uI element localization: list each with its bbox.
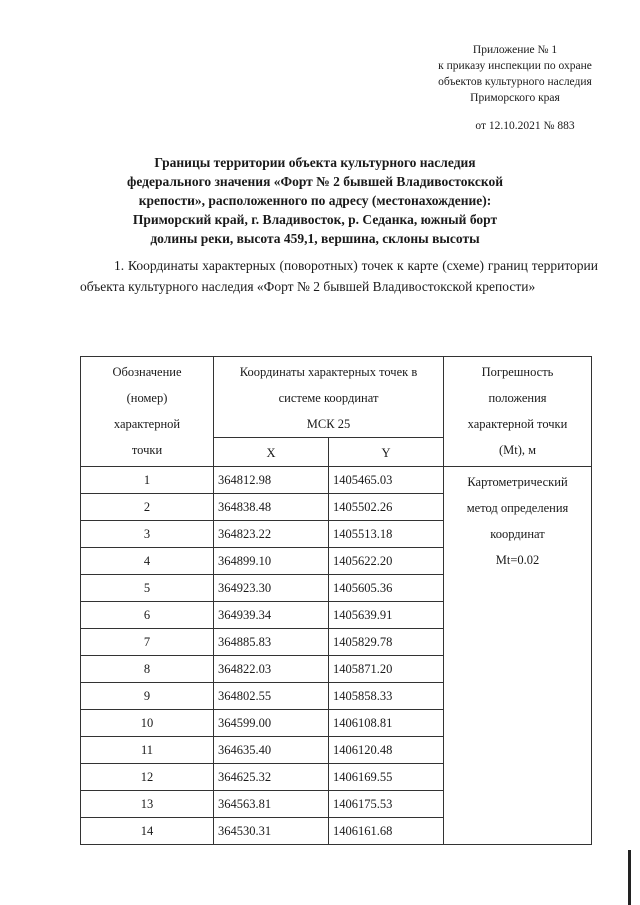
header-error: Погрешность положения характерной точки (Mt), м xyxy=(444,357,592,467)
header-point-number: Обозначение (номер) характерной точки xyxy=(81,357,214,467)
title-line: крепости», расположенного по адресу (местонахождение): xyxy=(138,193,492,208)
point-number: 14 xyxy=(81,818,214,845)
point-number: 2 xyxy=(81,494,214,521)
point-number: 11 xyxy=(81,737,214,764)
header-y: Y xyxy=(329,438,444,467)
point-number: 7 xyxy=(81,629,214,656)
point-number: 13 xyxy=(81,791,214,818)
coordinates-table xyxy=(80,356,592,845)
coord-y: 1405513.18 xyxy=(329,521,444,548)
document-title xyxy=(80,153,550,248)
coord-x: 364923.30 xyxy=(214,575,329,602)
coord-y: 1405829.78 xyxy=(329,629,444,656)
point-number: 6 xyxy=(81,602,214,629)
intro-paragraph: 1. Координаты характерных (поворотных) точек к карте (схеме) границ территории объекта культурного наследия «Форт № 2 бывшей Владивостокской крепости» xyxy=(80,258,598,294)
point-number: 5 xyxy=(81,575,214,602)
appendix-order-ref: к приказу инспекции по охране xyxy=(438,60,592,72)
coord-y: 1406161.68 xyxy=(329,818,444,845)
appendix-header xyxy=(420,42,610,106)
order-date: от 12.10.2021 № 883 xyxy=(475,120,575,132)
point-number: 12 xyxy=(81,764,214,791)
point-number: 4 xyxy=(81,548,214,575)
header-x: X xyxy=(214,438,329,467)
coord-x: 364822.03 xyxy=(214,656,329,683)
coord-y: 1406169.55 xyxy=(329,764,444,791)
title-line: долины реки, высота 459,1, вершина, склоны высоты xyxy=(150,231,480,246)
coord-y: 1405871.20 xyxy=(329,656,444,683)
coord-y: 1405502.26 xyxy=(329,494,444,521)
coord-y: 1405622.20 xyxy=(329,548,444,575)
coord-y: 1405605.36 xyxy=(329,575,444,602)
coord-y: 1405465.03 xyxy=(329,467,444,494)
coord-y: 1406175.53 xyxy=(329,791,444,818)
point-number: 8 xyxy=(81,656,214,683)
coord-x: 364625.32 xyxy=(214,764,329,791)
coord-x: 364838.48 xyxy=(214,494,329,521)
title-line: Границы территории объекта культурного наследия xyxy=(154,155,476,170)
coord-y: 1406120.48 xyxy=(329,737,444,764)
coord-y: 1405858.33 xyxy=(329,683,444,710)
coord-x: 364812.98 xyxy=(214,467,329,494)
coord-x: 364563.81 xyxy=(214,791,329,818)
coord-y: 1405639.91 xyxy=(329,602,444,629)
coord-x: 364885.83 xyxy=(214,629,329,656)
coord-x: 364802.55 xyxy=(214,683,329,710)
appendix-title: Приложение № 1 xyxy=(472,44,558,56)
coord-y: 1406108.81 xyxy=(329,710,444,737)
header-coordinates: Координаты характерных точек в системе координат МСК 25 xyxy=(214,357,444,438)
coord-x: 364599.00 xyxy=(214,710,329,737)
table-row xyxy=(81,467,592,494)
point-number: 3 xyxy=(81,521,214,548)
point-number: 9 xyxy=(81,683,214,710)
appendix-authority: объектов культурного наследия xyxy=(438,76,592,88)
coord-x: 364939.34 xyxy=(214,602,329,629)
point-number: 1 xyxy=(81,467,214,494)
coord-x: 364530.31 xyxy=(214,818,329,845)
point-number: 10 xyxy=(81,710,214,737)
appendix-region: Приморского края xyxy=(470,92,560,104)
coord-x: 364899.10 xyxy=(214,548,329,575)
coord-x: 364635.40 xyxy=(214,737,329,764)
scan-edge-mark xyxy=(628,850,631,905)
error-method: Картометрический метод определения координат Mt=0.02 xyxy=(444,467,592,845)
title-line: Приморский край, г. Владивосток, р. Седанка, южный борт xyxy=(132,212,498,227)
title-line: федерального значения «Форт № 2 бывшей Владивостокской xyxy=(126,174,504,189)
coord-x: 364823.22 xyxy=(214,521,329,548)
